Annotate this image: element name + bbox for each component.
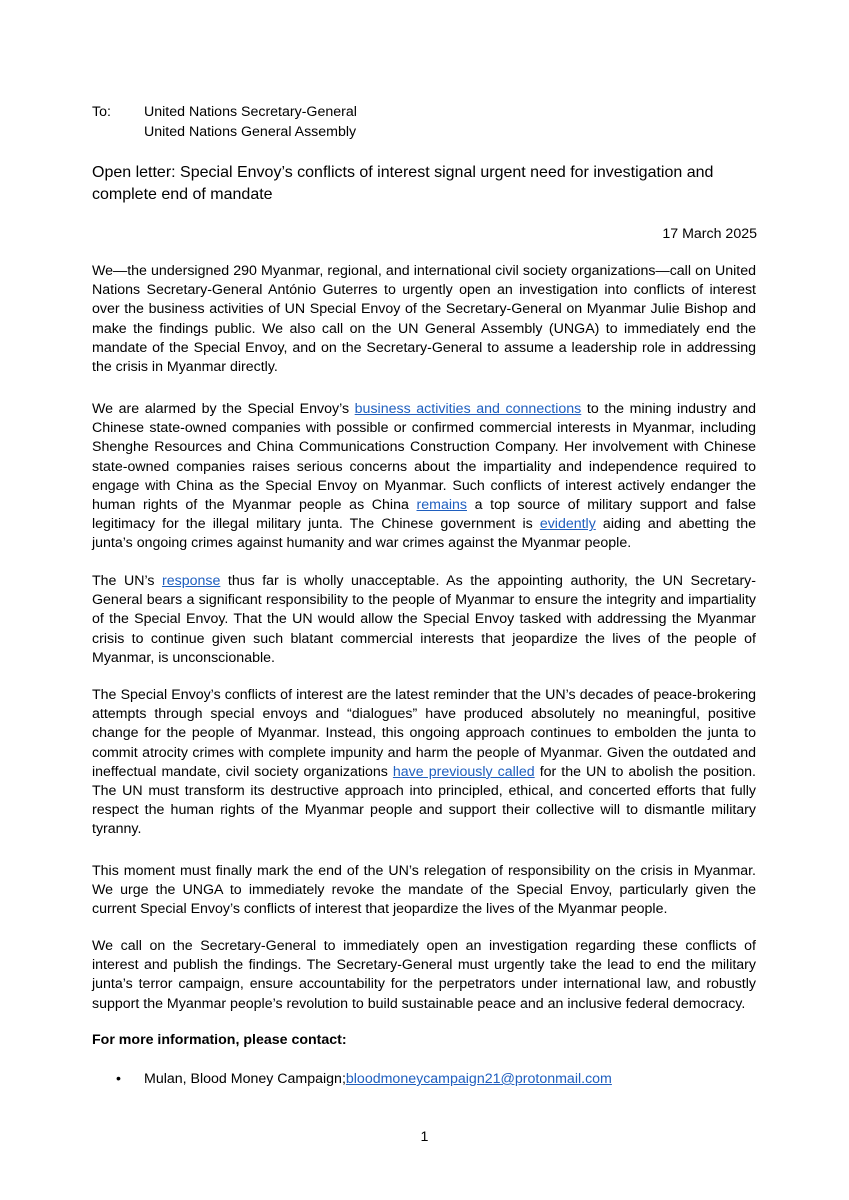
contact-email-link[interactable]: bloodmoneycampaign21@protonmail.com [345,1071,612,1087]
paragraph-2-text: to the mining industry and Chinese state-owned companies with possible or confirmed commercial interests in Myanmar, including Shenghe Resources and China Communications Construction Company. Her involvement with Chinese state-owned companies raises serious concerns about the impartiality and independence required to engage with China as the Special Envoy on Myanmar. Such conflicts of interest actively endanger the human rights of the Myanmar people as China [92,401,756,514]
remains-link[interactable]: remains [416,497,467,514]
recipient-row [92,123,357,143]
bullet-icon: • [116,1071,121,1087]
paragraph-2-text: aiding and abetting the junta’s ongoing crimes against humanity and war crimes against the Myanmar people. [92,516,757,552]
to-label: To: [92,104,111,120]
paragraph-1: We—the undersigned 290 Myanmar, regional, and international civil society organizations—call on United Nations Secretary-General António Guterres to urgently open an investigation into conflicts of interest over the business activities of UN Special Envoy of the Secretary-General on Myanmar Julie Bishop and make the findings public. We also call on the UN General Assembly (UNGA) to immediately end the mandate of the Special Envoy, and on the Secretary-General to assume a leadership role in addressing the crisis in Myanmar directly. [92,263,756,376]
paragraph-5: This moment must finally mark the end of the UN’s relegation of responsibility on the crisis in Myanmar. We urge the UNGA to immediately revoke the mandate of the Special Envoy, particularly given the current Special Envoy’s conflicts of interest that jeopardize the lives of the Myanmar people. [92,863,756,918]
to-label-spacer [92,123,144,143]
contact-name: Mulan, Blood Money Campaign; [144,1071,346,1087]
paragraph-3-text: The UN’s [92,573,162,589]
paragraph-4-text: for the UN to abolish the position. The UN must transform its destructive approach into principled, ethical, and concerted efforts that fully respect the human rights of the Myanmar people and support their collective will to dismantle military tyranny. [92,763,756,838]
recipient-row [92,103,357,123]
letter-date: 17 March 2025 [662,226,757,242]
paragraph-2-text: a top source of military support and false legitimacy for the illegal military junta. The Chinese government is [92,497,756,533]
paragraph-6: We call on the Secretary-General to immediately open an investigation regarding these conflicts of interest and publish the findings. The Secretary-General must urgently take the lead to end the military junta’s terror campaign, ensure accountability for the perpetrators under international law, and robustly support the Myanmar people’s revolution to build sustainable peace and an inclusive federal democracy. [92,938,756,1012]
evidently-link[interactable]: evidently [539,516,596,533]
recipient-block [92,103,357,142]
paragraph-3 [92,572,756,668]
business-activities-link[interactable]: business activities and connections [354,401,582,417]
response-link[interactable]: response [161,573,221,589]
recipient-secretary-general: United Nations Secretary-General [144,104,357,120]
previously-called-link[interactable]: have previously called [392,763,535,780]
paragraph-4-text: The Special Envoy’s conflicts of interest are the latest reminder that the UN’s decades of peace-brokering attempts through special envoys and “dialogues” have produced absolutely no meaningful, positive change for the people of Myanmar. Instead, this ongoing approach continues to embolden the junta to commit atrocity crimes with complete impunity and harm the people of Myanmar. Given the outdated and ineffectual mandate, civil society organizations [92,687,756,780]
paragraph-2-text: We are alarmed by the Special Envoy’s [92,401,355,417]
contact-list-item [92,1071,612,1087]
paragraph-2 [92,400,756,554]
page-number: 1 [420,1129,429,1145]
letter-title: Open letter: Special Envoy’s conflicts of interest signal urgent need for investigation and complete end of mandate [92,164,714,203]
paragraph-3-text: thus far is wholly unacceptable. As the appointing authority, the UN Secretary-General bears a significant responsibility to the people of Myanmar to ensure the integrity and impartiality of the Special Envoy. That the UN would allow the Special Envoy tasked with addressing the Myanmar crisis to continue given such blatant commercial interests that jeopardize the lives of the people of Myanmar, is unconscionable. [92,573,756,666]
contact-heading: For more information, please contact: [92,1032,347,1048]
recipient-general-assembly: United Nations General Assembly [144,123,357,140]
paragraph-4 [92,686,756,840]
